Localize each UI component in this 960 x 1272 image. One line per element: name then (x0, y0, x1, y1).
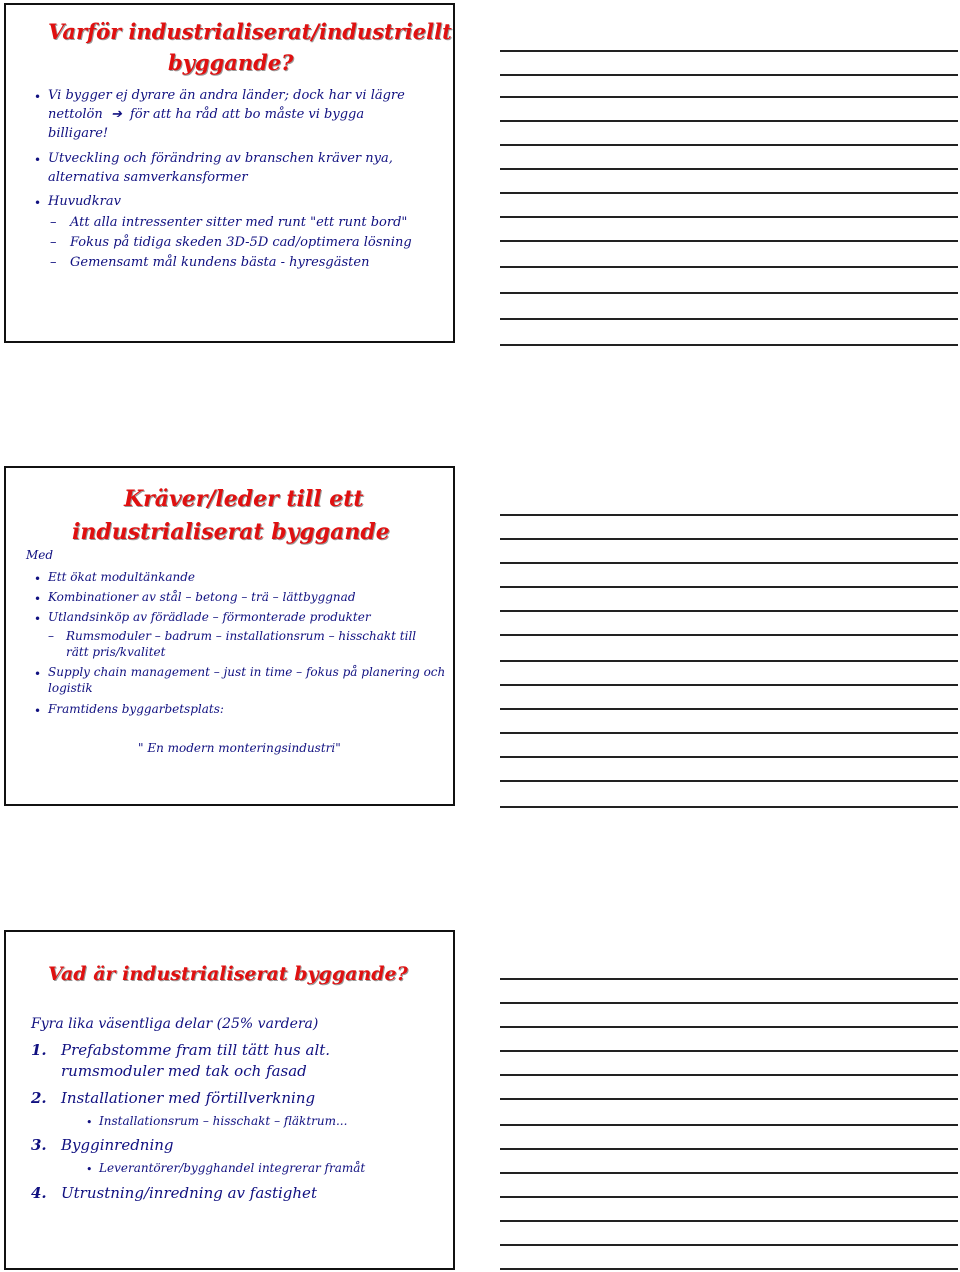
slide-2-subitem-line-1: Rumsmoduler – badrum – installationsrum – hisschakt till (66, 629, 417, 643)
note-line (500, 756, 958, 758)
note-line (500, 318, 958, 320)
note-line (500, 1172, 958, 1174)
note-line (500, 1098, 958, 1100)
note-line (500, 732, 958, 734)
note-line (500, 344, 958, 346)
item-3-number: 3. (31, 1136, 47, 1154)
slide-2-bullet-5: Framtidens byggarbetsplats: (48, 702, 224, 716)
slide-3-intro: Fyra lika väsentliga delar (25% vardera) (31, 1016, 319, 1032)
bullet-icon: • (34, 704, 42, 718)
note-line (500, 1220, 958, 1222)
slide-3 (4, 930, 455, 1270)
item-1-line-1: Prefabstomme fram till tätt hus alt. (61, 1041, 331, 1059)
slide-1-subitem-1: Att alla intressenter sitter med runt "ett runt bord" (70, 215, 408, 230)
slide-2-bullet-4-line-2: logistik (48, 681, 93, 695)
note-line (500, 610, 958, 612)
slide-1 (4, 3, 455, 343)
slide-3-title: Vad är industrialiserat byggande? (48, 963, 408, 985)
note-line (500, 168, 958, 170)
slide-1-bullet-2-line-1: Utveckling och förändring av branschen kräver nya, (48, 151, 393, 166)
item-1-line-2: rumsmoduler med tak och fasad (61, 1062, 307, 1080)
note-line (500, 538, 958, 540)
bullet-icon: • (34, 572, 42, 586)
slide-2-title-line-2: industrialiserat byggande (72, 519, 390, 545)
slide-2-intro: Med (26, 548, 54, 562)
slide-2-bullet-1: Ett ökat modultänkande (48, 570, 195, 584)
note-line (500, 240, 958, 242)
dash-icon: – (50, 235, 57, 250)
note-line (500, 978, 958, 980)
note-line (500, 1124, 958, 1126)
slide-1-subitem-3: Gemensamt mål kundens bästa - hyresgästen (70, 255, 370, 270)
note-line (500, 634, 958, 636)
note-line (500, 708, 958, 710)
slide-1-bullet-3: Huvudkrav (48, 194, 121, 209)
note-line (500, 514, 958, 516)
slide-1-bullet-1-line-1: Vi bygger ej dyrare än andra länder; dock har vi lägre (48, 88, 405, 103)
bullet-icon: • (34, 153, 42, 167)
dash-icon: – (50, 255, 57, 270)
item-3-line-1: Bygginredning (61, 1136, 174, 1154)
bullet-icon: • (34, 90, 42, 104)
item-2-line-1: Installationer med förtillverkning (61, 1089, 316, 1107)
note-line (500, 292, 958, 294)
item-2-sub: Installationsrum – hisschakt – fläktrum... (99, 1114, 348, 1128)
dash-icon: – (48, 629, 54, 643)
note-line (500, 806, 958, 808)
slide-1-subitem-2: Fokus på tidiga skeden 3D-5D cad/optimera lösning (70, 235, 412, 250)
note-line (500, 1050, 958, 1052)
arrow-icon: ➔ (111, 107, 122, 122)
bullet-icon: • (34, 196, 42, 210)
note-line (500, 684, 958, 686)
note-line (500, 780, 958, 782)
bullet-icon: • (34, 592, 42, 606)
item-2-number: 2. (31, 1089, 47, 1107)
slide-2-title-line-1: Kräver/leder till ett (124, 486, 364, 512)
note-line (500, 586, 958, 588)
slide-2-bullet-3: Utlandsinköp av förädlade – förmonterade produkter (48, 610, 371, 624)
note-line (500, 144, 958, 146)
item-4-line-1: Utrustning/inredning av fastighet (61, 1184, 317, 1202)
slide-1-title-line-2: byggande? (168, 50, 294, 75)
note-line (500, 120, 958, 122)
note-line (500, 50, 958, 52)
note-line (500, 660, 958, 662)
note-line (500, 1196, 958, 1198)
note-line (500, 1244, 958, 1246)
bullet-icon: • (34, 667, 42, 681)
note-line (500, 192, 958, 194)
note-line (500, 1074, 958, 1076)
item-1-number: 1. (31, 1041, 47, 1059)
slide-1-bullet-1-line-2a: nettolön (48, 107, 103, 122)
note-line (500, 1002, 958, 1004)
slide-2-bullet-2: Kombinationer av stål – betong – trä – lättbyggnad (48, 590, 356, 604)
slide-1-bullet-2-line-2: alternativa samverkansformer (48, 170, 248, 185)
note-line (500, 96, 958, 98)
note-line (500, 1148, 958, 1150)
bullet-icon: • (86, 1163, 93, 1176)
note-line (500, 562, 958, 564)
note-line (500, 1026, 958, 1028)
slide-2-quote: " En modern monteringsindustri" (138, 741, 341, 755)
note-line (500, 74, 958, 76)
dash-icon: – (50, 215, 57, 230)
note-line (500, 1268, 958, 1270)
slide-2 (4, 466, 455, 806)
item-4-number: 4. (31, 1184, 47, 1202)
slide-1-title-line-1: Varför industrialiserat/industriellt (48, 19, 452, 44)
item-3-sub: Leverantörer/bygghandel integrerar framåt (99, 1161, 366, 1175)
note-line (500, 266, 958, 268)
bullet-icon: • (34, 612, 42, 626)
slide-2-subitem-line-2: rätt pris/kvalitet (66, 645, 166, 659)
slide-1-bullet-1-line-3: billigare! (48, 126, 109, 141)
slide-2-bullet-4-line-1: Supply chain management – just in time – fokus på planering och (48, 665, 446, 679)
note-line (500, 216, 958, 218)
bullet-icon: • (86, 1116, 93, 1129)
slide-1-bullet-1-line-2b: för att ha råd att bo måste vi bygga (130, 107, 365, 122)
